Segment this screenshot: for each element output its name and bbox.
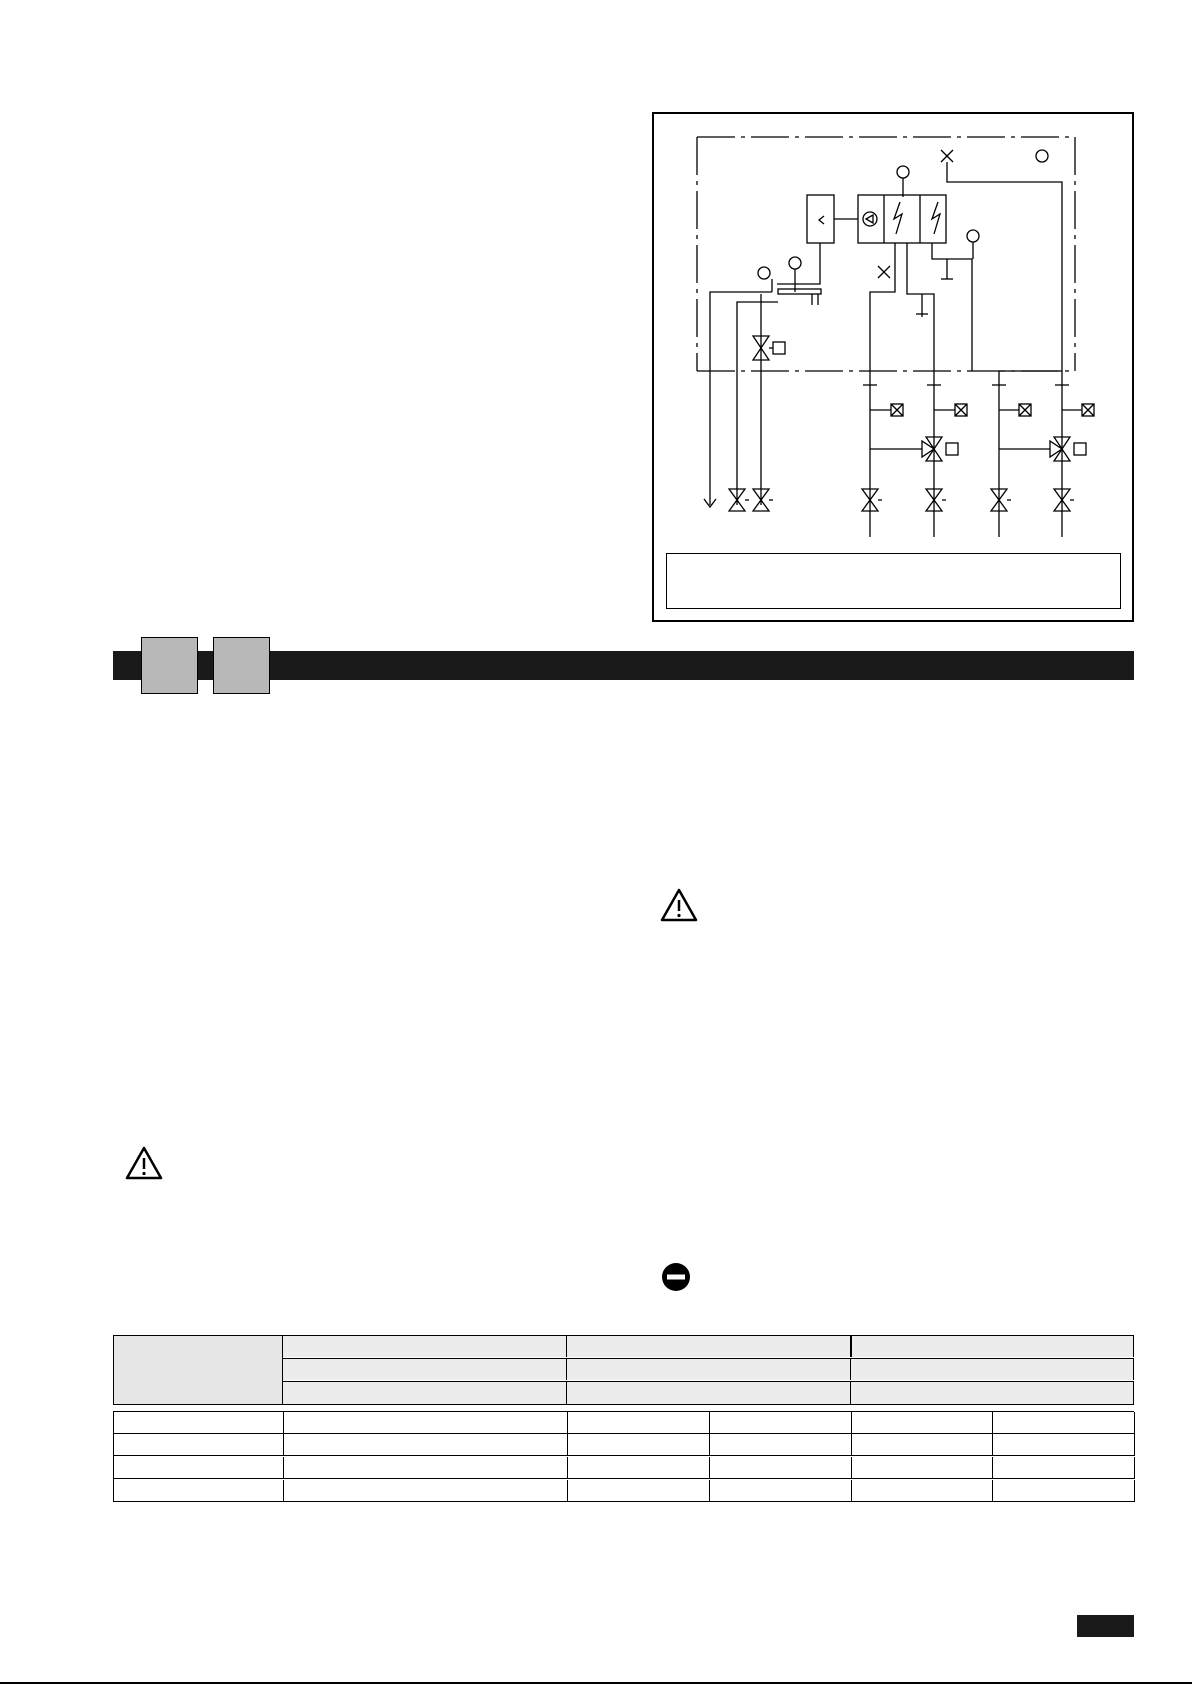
table-row	[114, 1480, 1135, 1502]
sensor-boxes	[870, 404, 1094, 416]
table-cell	[710, 1480, 852, 1502]
warning-icon	[124, 1145, 164, 1181]
footer-rule	[0, 1682, 1192, 1684]
gauge-upper	[897, 166, 909, 178]
table-cell	[710, 1457, 852, 1479]
table-corner-cell	[113, 1335, 283, 1405]
piping-schematic-svg	[654, 114, 1132, 620]
table-cell	[568, 1457, 710, 1479]
spec-table-body	[113, 1411, 1134, 1502]
table-header-cell	[567, 1381, 851, 1405]
circuit-lines	[870, 371, 1062, 537]
table-cell	[852, 1480, 993, 1502]
page-number-badge	[1077, 1615, 1134, 1637]
table-cell	[852, 1457, 993, 1479]
table-cell	[993, 1434, 1135, 1456]
table-cell	[852, 1412, 993, 1434]
table-header-cell	[851, 1358, 1134, 1380]
prohibition-icon	[661, 1262, 691, 1292]
table-cell	[284, 1434, 568, 1456]
table-header-cell	[851, 1381, 1134, 1405]
table-header-cell	[851, 1335, 1134, 1357]
table-cell	[710, 1412, 852, 1434]
table-cell	[993, 1412, 1135, 1434]
table-row	[114, 1412, 1135, 1434]
table-cell	[284, 1412, 568, 1434]
table-header-cell	[567, 1335, 851, 1357]
table-header-cell	[283, 1381, 567, 1405]
table-cell	[114, 1412, 284, 1434]
table-header-cell	[283, 1358, 567, 1380]
warning-text-right	[700, 895, 1130, 915]
table-row	[114, 1457, 1135, 1479]
table-cell	[114, 1480, 284, 1502]
gauge-left-1	[758, 267, 770, 279]
air-vent-top	[941, 150, 953, 162]
table-cell	[993, 1457, 1135, 1479]
warning-text-left	[166, 1153, 626, 1173]
table-cell	[993, 1480, 1135, 1502]
table-row	[114, 1434, 1135, 1456]
three-way-valves	[870, 437, 1086, 461]
table-header-cell	[567, 1358, 851, 1380]
warning-icon	[659, 887, 699, 923]
table-cell	[568, 1480, 710, 1502]
spec-table-header	[113, 1335, 1134, 1405]
prohibition-text	[697, 1268, 1127, 1288]
section-tab-2	[213, 637, 270, 694]
table-cell	[710, 1434, 852, 1456]
table-cell	[852, 1434, 993, 1456]
isolation-valves	[729, 489, 1074, 511]
table-cell	[114, 1434, 284, 1456]
diagram-caption	[666, 553, 1121, 609]
gauge-left-2	[789, 257, 801, 269]
section-tab-1	[141, 637, 198, 694]
table-cell	[284, 1457, 568, 1479]
table-header-cell	[283, 1335, 567, 1357]
schematic-diagram	[652, 112, 1134, 622]
table-cell	[568, 1434, 710, 1456]
gauge-right	[967, 230, 979, 242]
table-cell	[114, 1457, 284, 1479]
table-cell	[568, 1412, 710, 1434]
table-cell	[284, 1480, 568, 1502]
gauge-top-right	[1036, 150, 1048, 162]
